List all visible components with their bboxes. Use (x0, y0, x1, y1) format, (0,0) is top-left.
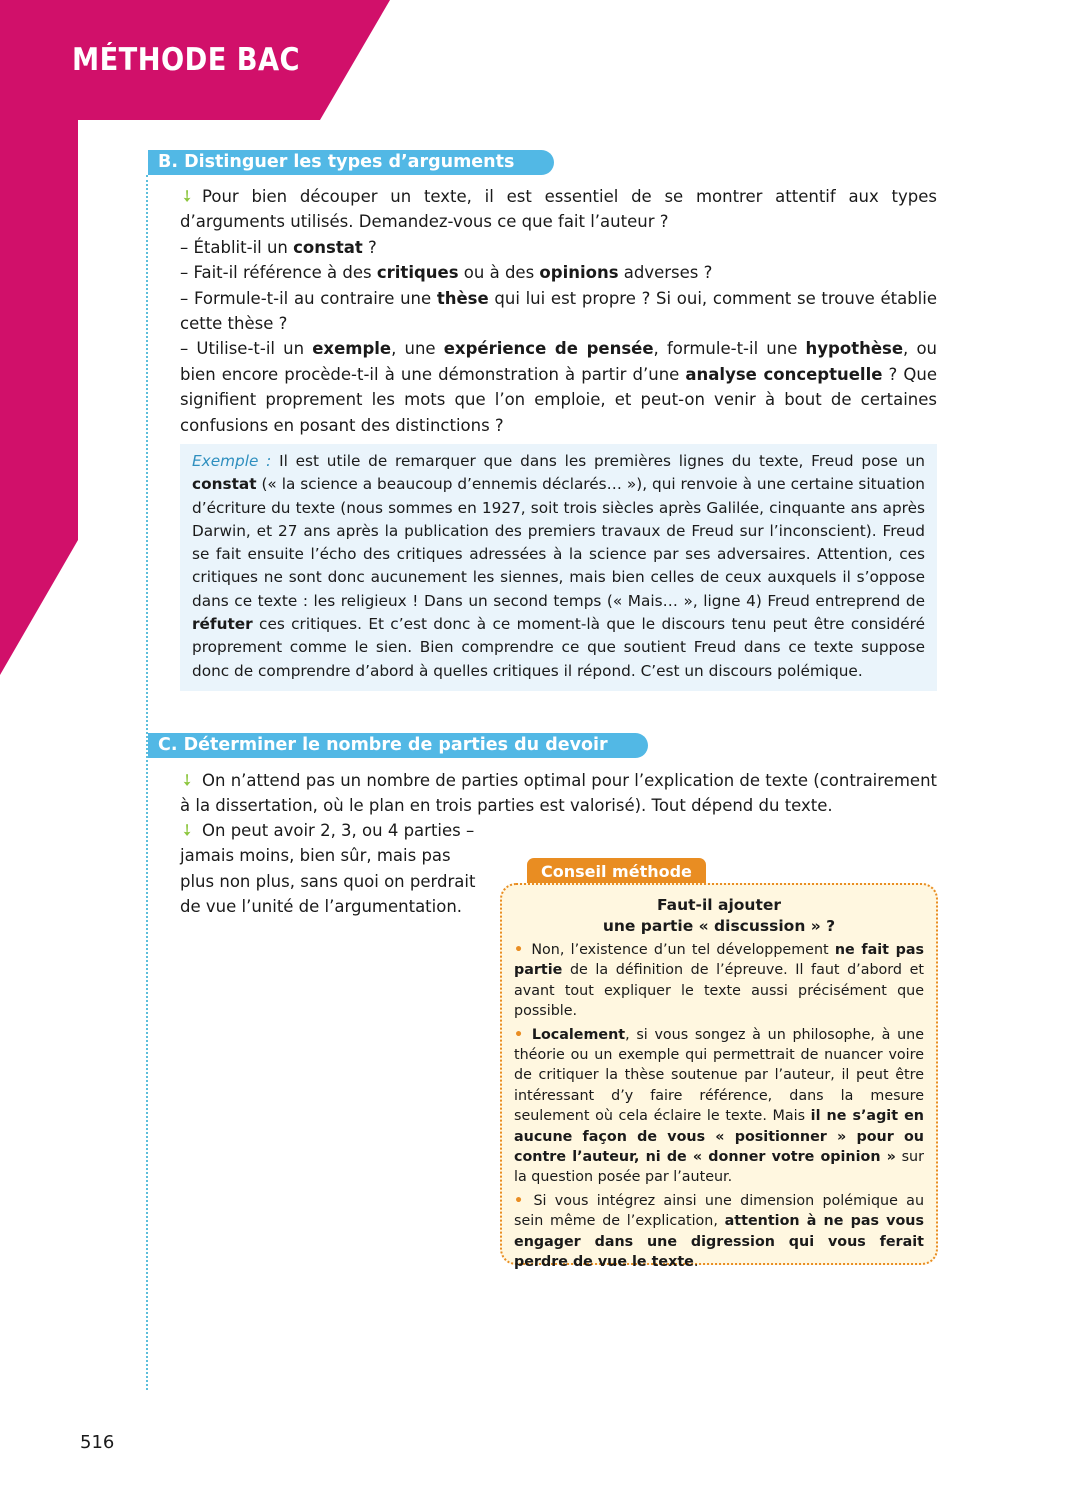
arrow-bullet-icon: ➘ (175, 818, 199, 842)
header-title: MÉTHODE BAC (72, 42, 300, 78)
section-b-body (175, 184, 938, 438)
arrow-bullet-icon: ➘ (175, 184, 199, 208)
section-b-question-4: – Utilise-t-il un exemple, une expérience de pensée, formule-t-il une hypothèse, ou bien encore procède-t-il à une démonstration à partir d’une analyse conceptuelle ? Que signifient proprement les mots que l’on emploie, et peut-on venir à bout de certaines confusions en posant des distinctions ? (180, 339, 937, 435)
conseil-methode-tab: Conseil méthode (527, 858, 706, 885)
conseil-bullet-3: • Si vous intégrez ainsi une dimension polémique au sein même de l’explication, attention à ne pas vous engager dans une digression qui vous ferait perdre de vue le texte. (514, 1192, 925, 1271)
section-b-question-2: – Fait-il référence à des critiques ou à des opinions adverses ? (180, 263, 713, 283)
section-c-heading: C. Déterminer le nombre de parties du devoir (148, 733, 648, 758)
example-label: Exemple : (192, 452, 272, 470)
section-c-paragraph-1: ➘ On n’attend pas un nombre de parties optimal pour l’explication de texte (contrairement à la dissertation, où le plan en trois parties est valorisé). Tout dépend du texte. (175, 768, 937, 816)
section-b-heading: B. Distinguer les types d’arguments (148, 150, 554, 175)
page-number: 516 (80, 1432, 115, 1453)
section-b-question-3: – Formule-t-il au contraire une thèse qui lui est propre ? Si oui, comment se trouve établie cette thèse ? (180, 288, 938, 334)
conseil-bullet-1: • Non, l’existence d’un tel développement ne fait pas partie de la définition de l’épreuve. Il faut d’abord et avant tout expliquer le texte aussi précisément que possible. (514, 942, 925, 1020)
section-dotted-rule (146, 175, 148, 1390)
section-b-intro: ➘ Pour bien découper un texte, il est essentiel de se montrer attentif aux types d’arguments utilisés. Demandez-vous ce que fait l’auteur ? (175, 184, 937, 232)
conseil-bullet-2: • Localement, si vous songez à un philosophe, à une théorie ou un exemple qui permettrait de nuancer voire de critiquer la thèse soutenue par l’auteur, il peut être intéressant d’y faire référence, dans la mesure seulement où cela éclaire le texte. Mais il ne s’agit en aucune façon de vous « positionner » pour ou contre l’auteur, ni de « donner votre opinion » sur la question posée par l’auteur. (514, 1026, 924, 1186)
section-b-question-1: – Établit-il un constat ? (180, 237, 377, 257)
example-box: Exemple : Il est utile de remarquer que dans les premières lignes du texte, Freud pose un constat (« la science a beaucoup d’ennemis déclarés… »), qui renvoie à une certaine situation d’écriture du texte (nous sommes en 1927, soit trois siècles après Galilée, cinquante ans après Darwin, et 27 ans après la publication des premiers travaux de Freud sur l’inconscient). Freud se fait ensuite l’écho des critiques adressées à la science par ses adversaires. Attention, ces critiques ne sont donc aucunement les siennes, mais bien celles de ceux auxquels il s’oppose dans ce texte : les religieux ! Dans un second temps (« Mais… », ligne 4) Freud entreprend de réfuter ces critiques. Et c’est donc à ce moment-là que le discours tenu peut être considéré proprement comme le sien. Bien comprendre ce que soutient Freud dans ce texte suppose donc de comprendre d’abord à quelles critiques il répond. C’est un discours polémique. (180, 444, 937, 691)
section-c-body (175, 768, 937, 819)
conseil-methode-box (500, 883, 938, 1271)
bullet-dot-icon: • (514, 1192, 524, 1209)
bullet-dot-icon: • (514, 942, 524, 958)
bullet-dot-icon: • (514, 1026, 524, 1043)
arrow-bullet-icon: ➘ (175, 768, 199, 792)
section-c-paragraph-2: ➘ On peut avoir 2, 3, ou 4 parties – jamais moins, bien sûr, mais pas plus non plus, sans quoi on perdrait de vue l’unité de l’argumentation. (175, 818, 476, 917)
conseil-title: Faut-il ajouter une partie « discussion » ? (602, 896, 836, 935)
